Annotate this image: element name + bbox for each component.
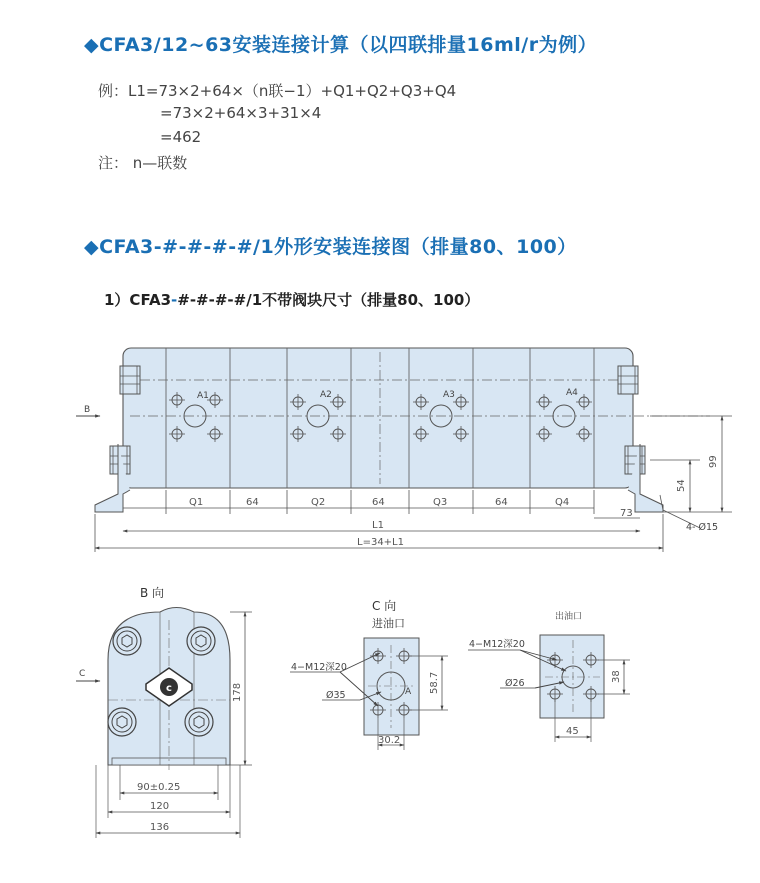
bolt-top-left [120, 366, 140, 394]
view-c-subtitle: 进油口 [372, 617, 405, 630]
port-label-a3: A3 [443, 390, 455, 400]
dim-136: 136 [150, 822, 170, 833]
formula-note: 注： n—联数 [98, 154, 188, 172]
section-title-calculation: ◆CFA3/12~63安装连接计算（以四联排量16ml/r为例） [84, 34, 598, 56]
dim-64-a: 64 [246, 497, 259, 508]
svg-text:c: c [166, 683, 172, 694]
dim-q1: Q1 [189, 497, 204, 508]
view-outlet-flange [540, 635, 604, 718]
view-outlet [468, 610, 630, 742]
view-outlet-thread: 4−M12深20 [469, 639, 525, 650]
dim-holes: 4- Ø15 [686, 522, 719, 533]
view-b [76, 586, 252, 838]
subtitle-dash: - [171, 291, 178, 309]
view-marker-c: C [79, 669, 86, 679]
port-label-a2: A2 [320, 390, 332, 400]
formula-line-1: 例：L1=73×2+64×（n联−1）+Q1+Q2+Q3+Q4 [98, 82, 457, 100]
dim-l: L=34+L1 [357, 537, 404, 548]
view-b-bolt-br [185, 708, 213, 736]
dim-99: 99 [708, 455, 719, 468]
dim-q4: Q4 [555, 497, 570, 508]
dim-38: 38 [611, 670, 622, 683]
section-title-drawing: ◆CFA3-#-#-#-#/1外形安装连接图（排量80、100） [84, 236, 577, 258]
dim-q2: Q2 [311, 497, 326, 508]
dim-54: 54 [676, 479, 687, 492]
dim-58-7: 58.7 [429, 671, 440, 694]
view-marker-b: B [84, 405, 91, 415]
dim-120: 120 [150, 801, 170, 812]
dim-30-2: 30.2 [378, 735, 401, 746]
dim-64-c: 64 [495, 497, 508, 508]
dim-q3: Q3 [433, 497, 448, 508]
dim-178: 178 [232, 682, 243, 702]
view-c-thread: 4−M12深20 [291, 662, 347, 673]
subtitle-part-c: #-#-#-#/1不带阀块尺寸（排量80、100） [177, 291, 480, 309]
view-c-title: C 向 [372, 599, 397, 613]
port-label-a1: A1 [197, 391, 209, 401]
pump-body [123, 348, 633, 488]
formula-line-2: =73×2+64×3+31×4 [160, 104, 322, 122]
port-label-a4: A4 [566, 388, 578, 398]
view-b-bolt-bl [108, 708, 136, 736]
view-b-bolt-tl [113, 627, 141, 655]
subtitle-part-a: 1）CFA3 [104, 291, 172, 309]
dim-90: 90±0.25 [137, 782, 181, 793]
view-c-port: A [405, 687, 412, 697]
formula-line-3: =462 [160, 128, 202, 146]
view-c-dia: Ø35 [326, 690, 346, 701]
dim-l1: L1 [372, 520, 384, 531]
view-outlet-title: 出油口 [555, 612, 583, 622]
view-b-title: B 向 [140, 586, 165, 600]
front-view [76, 348, 732, 552]
dim-64-b: 64 [372, 497, 385, 508]
dim-73: 73 [620, 508, 633, 519]
view-c [290, 599, 448, 750]
bolt-top-right [618, 366, 638, 394]
dim-45: 45 [566, 726, 579, 737]
view-outlet-dia: Ø26 [505, 678, 525, 689]
view-b-bolt-tr [187, 627, 215, 655]
